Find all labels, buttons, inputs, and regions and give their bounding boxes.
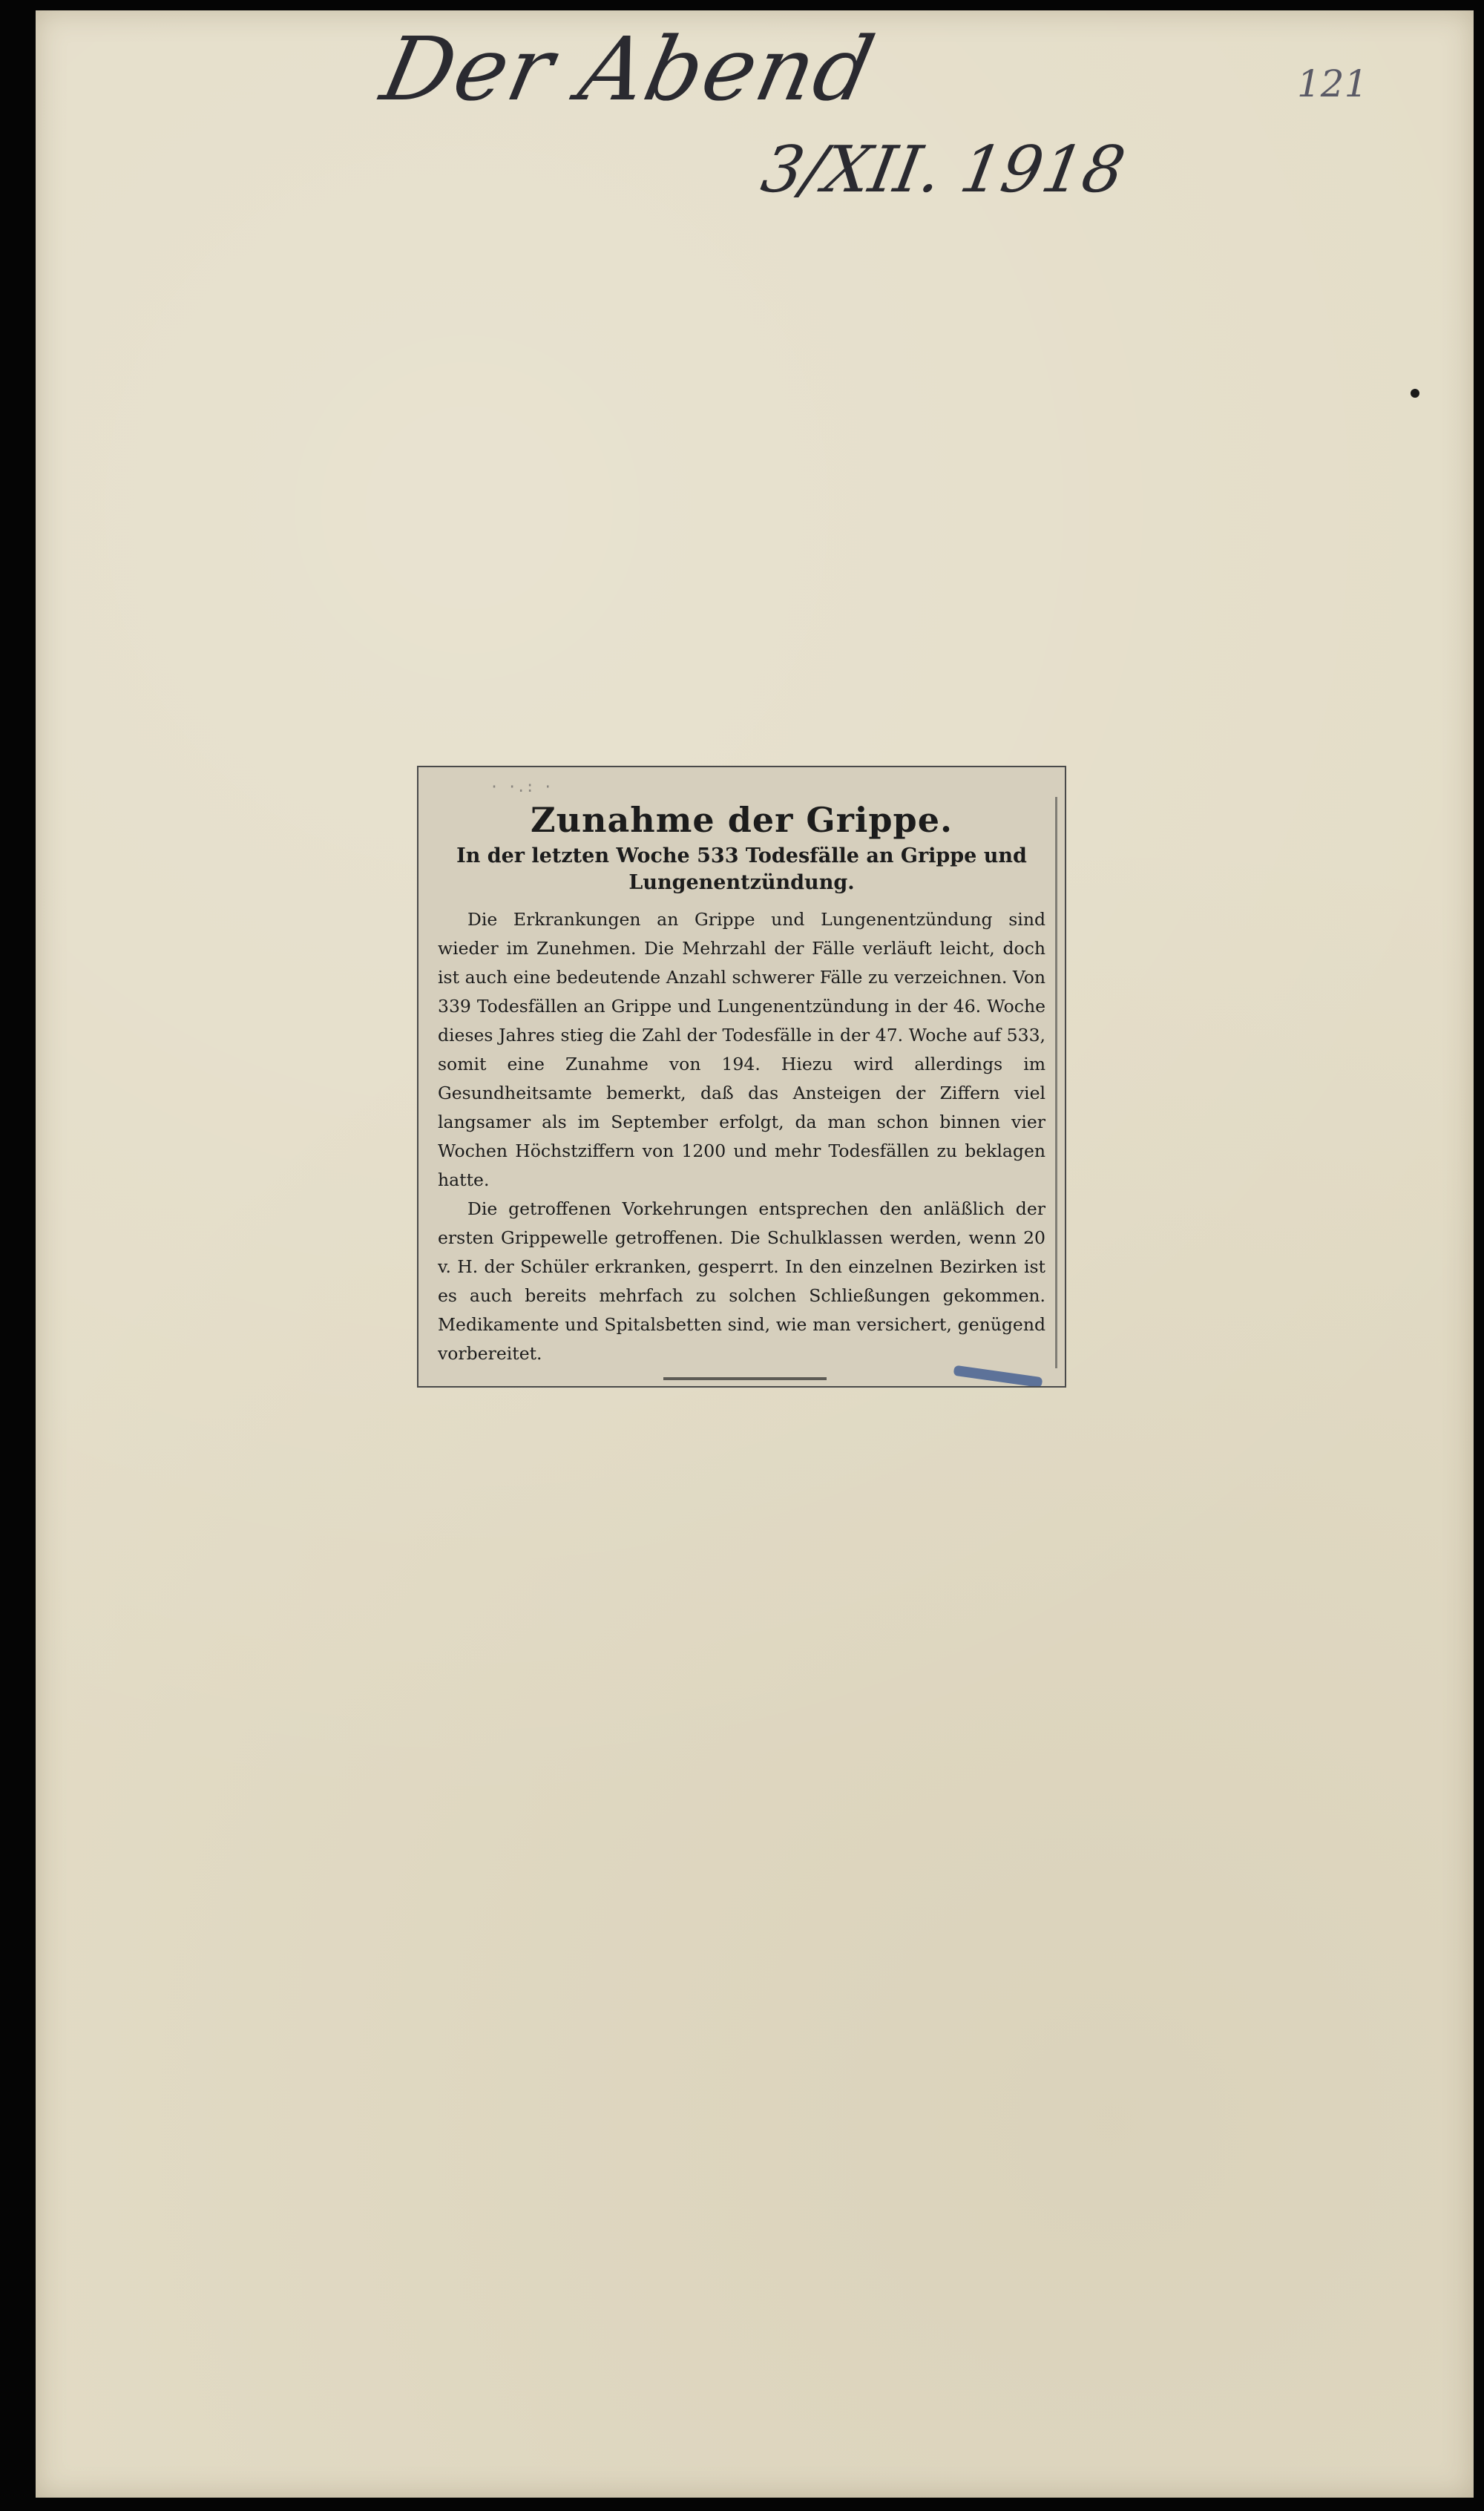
archive-sheet (36, 10, 1474, 2498)
ink-dot (1411, 389, 1419, 398)
clipping-bottom-rule (663, 1377, 827, 1380)
clipping-margin-marks: · ·.: · (490, 778, 553, 795)
newspaper-clipping (417, 766, 1066, 1388)
clipping-headline: Zunahme der Grippe. (531, 800, 953, 840)
blue-pen-mark (953, 1365, 1043, 1388)
clipping-column-rule (1055, 797, 1057, 1368)
clipping-subhead: In der letzten Woche 533 Todesfälle an Grippe und Lungenentzündung. (456, 844, 1027, 894)
clipping-body (438, 905, 1045, 1368)
clipping-paragraph-1: Die Erkrankungen an Grippe und Lungenentzündung sind wieder im Zunehmen. Die Mehrzahl der Fälle verläuft leicht, doch ist auch eine bedeutende Anzahl schwerer Fälle zu verzeichnen. Von 339 Todesfällen an Grippe und Lungenentzündung in der 46. Woche dieses Jahres stieg die Zahl der Todesfälle in der 47. Woche auf 533, somit eine Zunahme von 194. Hiezu wird allerdings im Gesundheitsamte bemerkt, daß das Ansteigen der Ziffern viel langsamer als im September erfolgt, da man schon binnen vier Wochen Höchstziffern von 1200 und mehr Todesfällen zu beklagen hatte. (438, 909, 1045, 1190)
handwritten-source: Der Abend (373, 18, 884, 120)
page-number: 121 (1297, 62, 1368, 105)
handwritten-date: 3/XII. 1918 (756, 133, 1131, 207)
clipping-paragraph-2: Die getroffenen Vorkehrungen entsprechen den anläßlich der ersten Grippewelle getroffenen. Die Schulklassen werden, wenn 20 v. H. der Schüler erkranken, gesperrt. In den einzelnen Bezirken ist es auch bereits mehrfach zu solchen Schließungen gekommen. Medikamente und Spitalsbetten sind, wie man versichert, genügend vorbereitet. (438, 1198, 1045, 1364)
